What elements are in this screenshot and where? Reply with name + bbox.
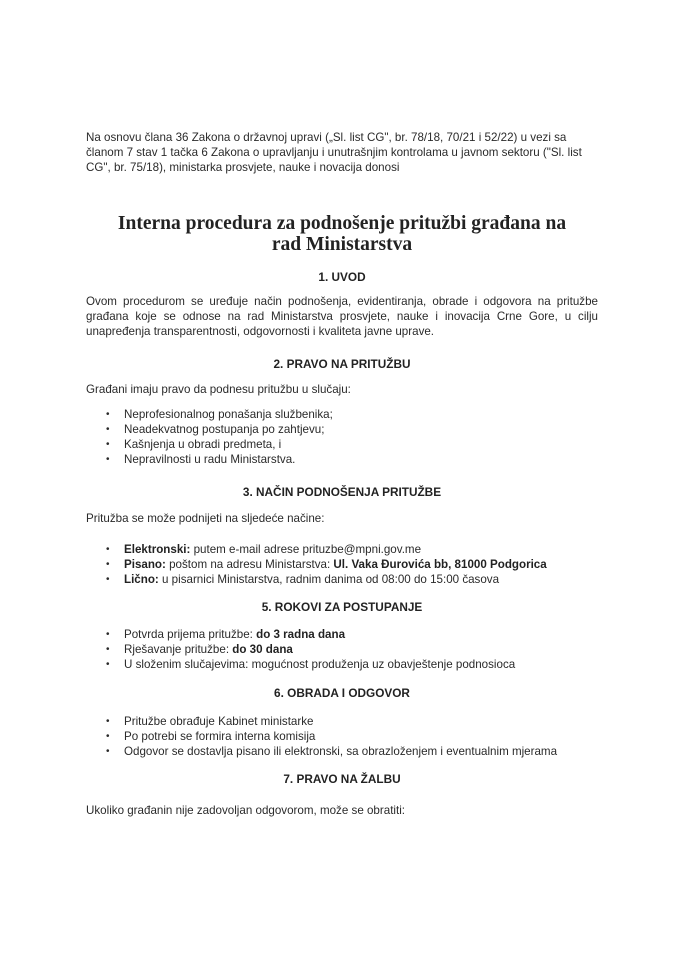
- list-item: • Nepravilnosti u radu Ministarstva.: [86, 452, 606, 467]
- list-item: • Neprofesionalnog ponašanja službenika;: [86, 407, 606, 422]
- list-item: [86, 572, 606, 587]
- list-item: [86, 557, 606, 572]
- rokovi-list: [86, 627, 606, 672]
- address: Ul. Vaka Đurovića bb, 81000 Podgorica: [333, 558, 547, 571]
- item-text: Potvrda prijema pritužbe:: [124, 628, 257, 641]
- item-text: poštom na adresu Ministarstva:: [165, 558, 334, 571]
- item-text: putem e-mail adrese prituzbe@mpni.gov.me: [190, 543, 422, 556]
- heading-nacin: 3. NAČIN PODNOŠENJA PRITUŽBE: [242, 485, 442, 499]
- item-deadline: do 3 radna dana: [256, 628, 346, 641]
- document-title: [86, 213, 598, 255]
- item-text: u pisarnici Ministarstva, radnim danima od 08:00 do 15:00 časova: [158, 573, 500, 586]
- pravo-intro: Građani imaju pravo da podnesu pritužbu u slučaju:: [86, 383, 351, 396]
- list-item: [86, 642, 606, 657]
- heading-rokovi: 5. ROKOVI ZA POSTUPANJE: [261, 600, 423, 614]
- preamble: Na osnovu člana 36 Zakona o državnoj upravi („Sl. list CG", br. 78/18, 70/21 i 52/22) u vezi sa članom 7 stav 1 tačka 6 Zakona o upravljanju i unutrašnjim kontrolama u javnom sektoru ("Sl. list CG", br. 75/18), ministarka prosvjete, nauke i novacija donosi: [86, 131, 582, 175]
- title-line-2: rad Ministarstva: [271, 234, 413, 255]
- list-item: • Neadekvatnog postupanja po zahtjevu;: [86, 422, 606, 437]
- zalba-intro: Ukoliko građanin nije zadovoljan odgovorom, može se obratiti:: [86, 804, 406, 817]
- heading-zalba: 7. PRAVO NA ŽALBU: [283, 772, 401, 786]
- list-item: • Kašnjenja u obradi predmeta, i: [86, 437, 606, 452]
- item-label: Pisano:: [124, 558, 166, 571]
- pravo-list: [86, 407, 606, 467]
- nacin-intro: Pritužba se može podnijeti na sljedeće načine:: [86, 512, 325, 525]
- title-line-1: Interna procedura za podnošenje pritužbi građana na: [117, 213, 567, 234]
- list-item: • Odgovor se dostavlja pisano ili elektronski, sa obrazloženjem i eventualnim mjerama: [86, 744, 606, 759]
- heading-pravo: 2. PRAVO NA PRITUŽBU: [273, 357, 411, 371]
- list-item: [86, 542, 606, 557]
- list-item: • Po potrebi se formira interna komisija: [86, 729, 606, 744]
- list-item: [86, 657, 606, 672]
- nacin-list: [86, 542, 606, 587]
- item-label: Lično:: [124, 573, 159, 586]
- list-item: • Pritužbe obrađuje Kabinet ministarke: [86, 714, 606, 729]
- heading-obrada: 6. OBRADA I ODGOVOR: [274, 686, 410, 700]
- heading-uvod: 1. UVOD: [318, 270, 366, 284]
- obrada-list: [86, 714, 606, 759]
- item-label: Elektronski:: [124, 543, 191, 556]
- item-text: U složenim slučajevima: mogućnost produženja uz obavještenje podnosioca: [124, 658, 516, 671]
- uvod-text: Ovom procedurom se uređuje način podnošenja, evidentiranja, obrade i odgovora na pritužbe građana koje se odnose na rad Ministarstva prosvjete, nauke i inovacija Crne Gore, u cilju unapređenja transparentnosti, odgovornosti i kvaliteta javne uprave.: [86, 295, 598, 339]
- item-deadline: do 30 dana: [232, 643, 293, 656]
- list-item: [86, 627, 606, 642]
- item-text: Rješavanje pritužbe:: [124, 643, 233, 656]
